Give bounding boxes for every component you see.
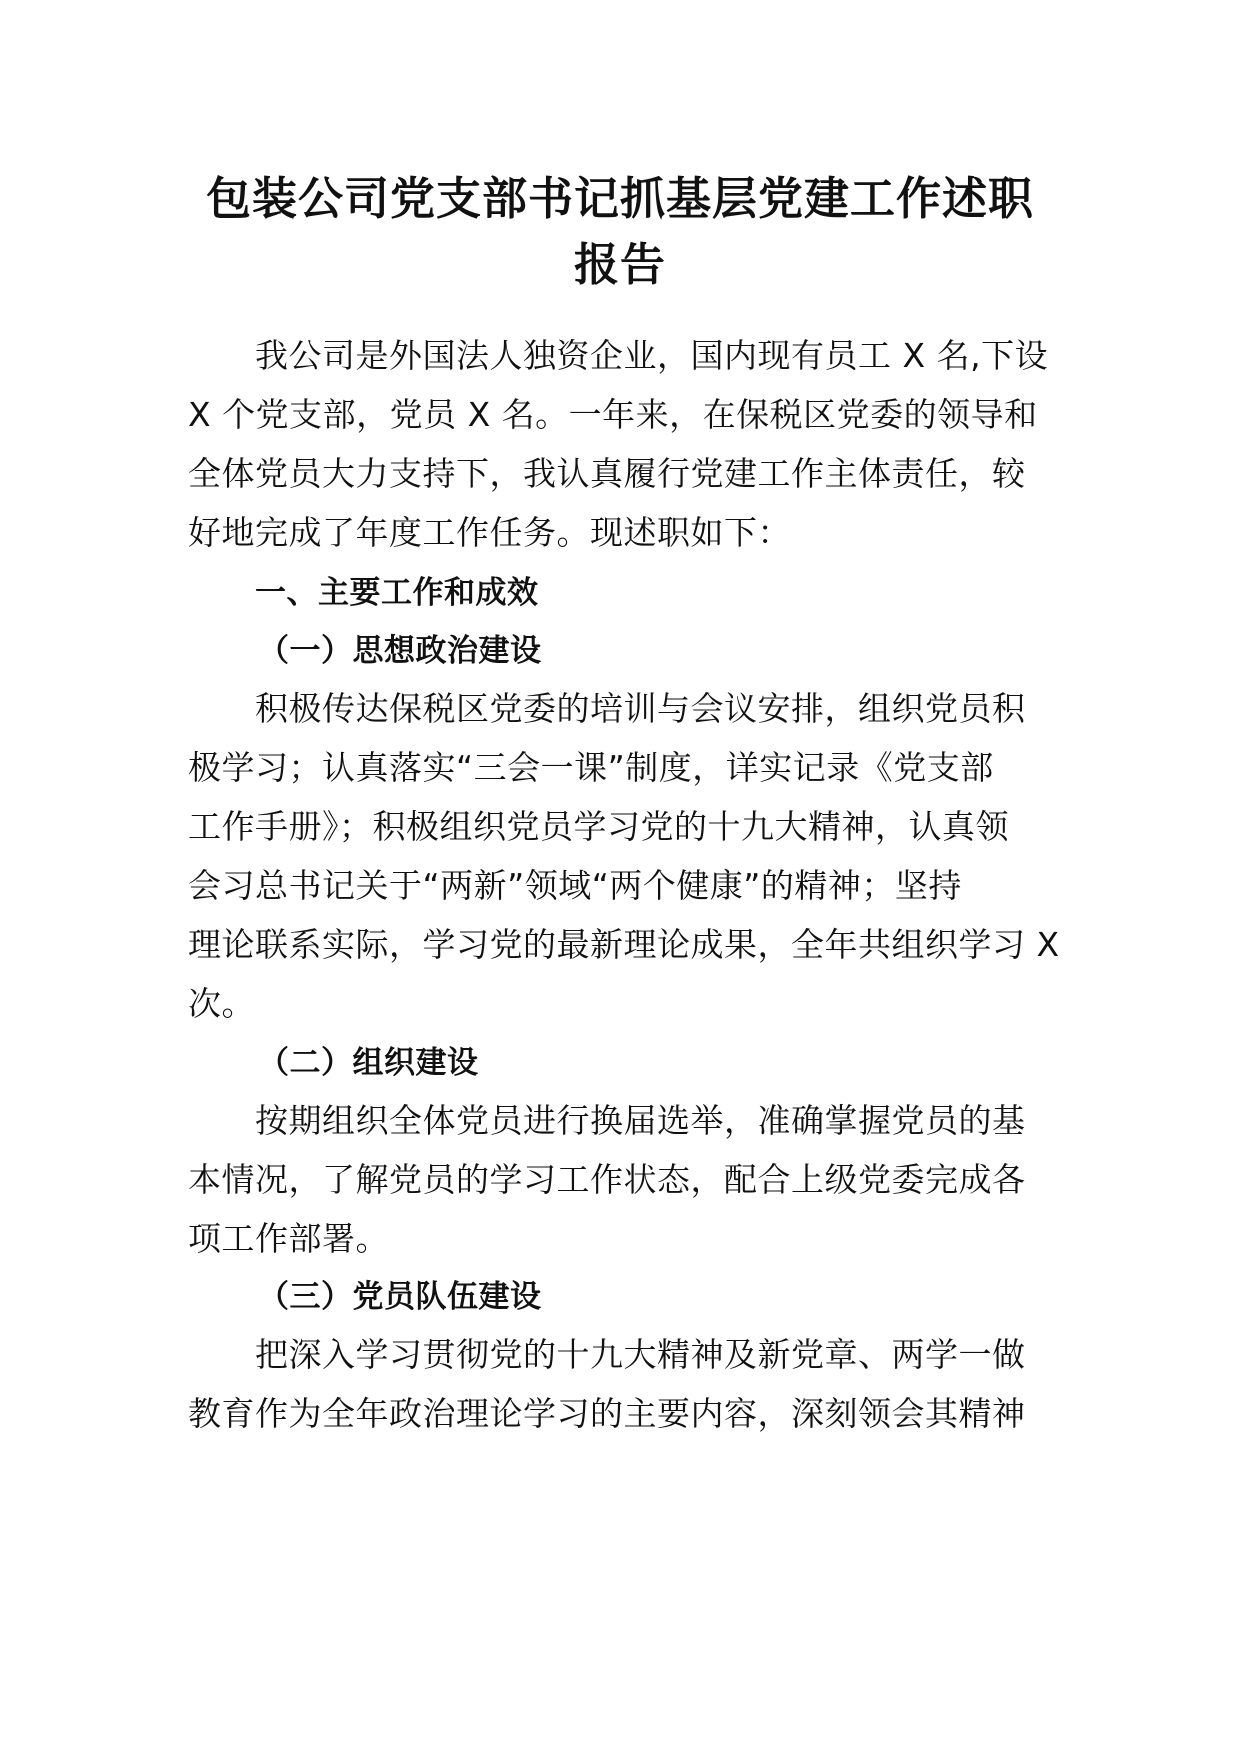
subsection3-line-2: 教育作为全年政治理论学习的主要内容，深刻领会其精神 bbox=[188, 1394, 1026, 1433]
subsection2-line-2: 本情况，了解党员的学习工作状态，配合上级党委完成各 bbox=[188, 1160, 1026, 1199]
subsection-heading-3: （三）党员队伍建设 bbox=[258, 1279, 542, 1315]
subsection-heading-1: （一）思想政治建设 bbox=[258, 633, 542, 669]
subsection-heading-2: （二）组织建设 bbox=[258, 1045, 479, 1081]
section-heading-1: 一、主要工作和成效 bbox=[255, 575, 539, 611]
subsection1-line-6: 次。 bbox=[188, 984, 255, 1023]
intro-line-4: 好地完成了年度工作任务。现述职如下： bbox=[188, 513, 791, 552]
document-title: 包装公司党支部书记抓基层党建工作述职报告 bbox=[205, 172, 1034, 291]
subsection1-line-3: 工作手册》；积极组织党员学习党的十九大精神，认真领 bbox=[188, 807, 1009, 846]
subsection1-line-1: 积极传达保税区党委的培训与会议安排，组织党员积 bbox=[255, 689, 1026, 728]
subsection1-line-4: 会习总书记关于“两新”领域“两个健康”的精神；坚持 bbox=[188, 866, 962, 905]
intro-line-3: 全体党员大力支持下，我认真履行党建工作主体责任，较 bbox=[188, 454, 1026, 493]
subsection1-line-5: 理论联系实际，学习党的最新理论成果，全年共组织学习 X bbox=[188, 925, 1060, 964]
intro-line-2: X 个党支部，党员 X 名。一年来，在保税区党委的领导和 bbox=[188, 395, 1038, 434]
subsection3-line-1: 把深入学习贯彻党的十九大精神及新党章、两学一做 bbox=[255, 1335, 1026, 1374]
intro-line-1: 我公司是外国法人独资企业，国内现有员工 X 名,下设 bbox=[255, 336, 1049, 375]
subsection1-line-2: 极学习；认真落实“三会一课”制度，详实记录《党支部 bbox=[188, 748, 994, 787]
subsection2-line-3: 项工作部署。 bbox=[188, 1219, 389, 1258]
subsection2-line-1: 按期组织全体党员进行换届选举，准确掌握党员的基 bbox=[255, 1101, 1026, 1140]
